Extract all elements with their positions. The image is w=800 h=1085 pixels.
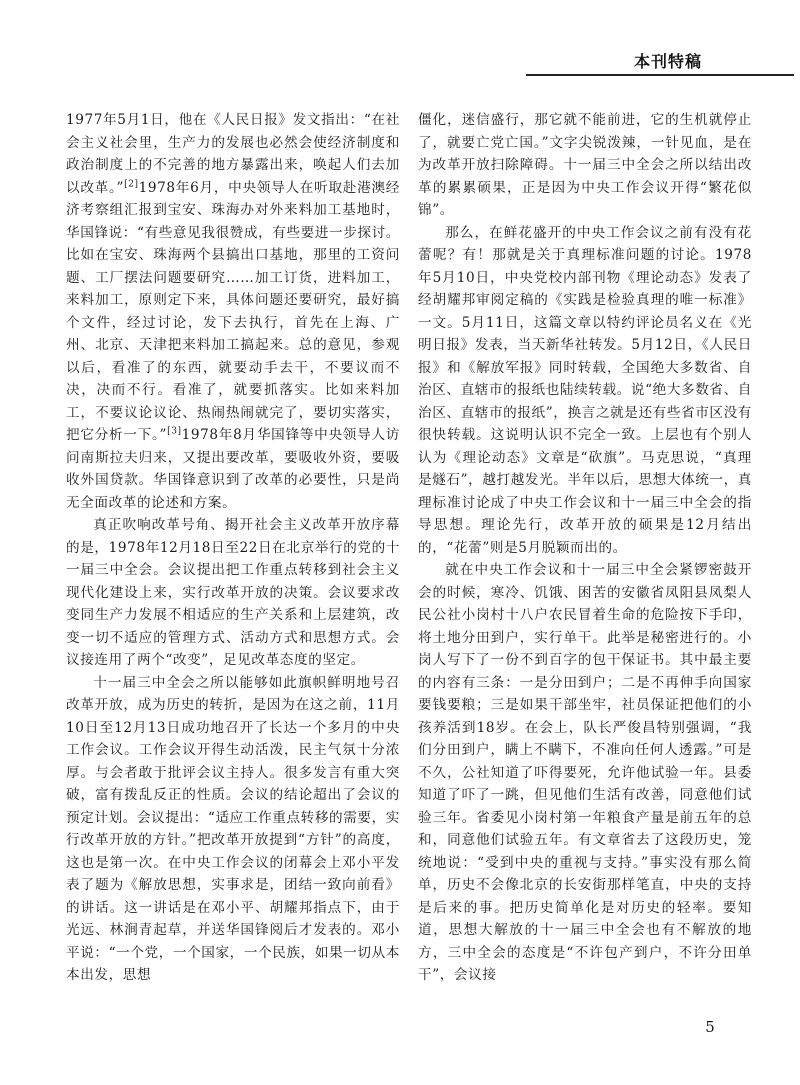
paragraph-1-text-b: 1978年6月，中央领导人在听取赴港澳经济考察组汇报到宝安、珠海办对外来料加工基地时，华国锋说：“有些意见我很赞成，有些要进一步探讨。比如在宝安、珠海两个县搞出口基地，那里的工资问题、工厂摆法问题要研究……加工订货，进料加工，来料加工，原则定下来，具体问题还要研究，最好搞个文件，经过讨论，发下去执行，首先在上海、广州、北京、天津把来料加工搞起来。总的意见，参观以后，看准了的东西，就要动手去干，不要议而不决，决而不行。看准了，就要抓落实。比如来料加工，不要议论议论、热闹热闹就完了，要切实落实，把它分析一下。”: [66, 179, 401, 443]
reference-3: [3]: [167, 426, 182, 437]
paragraph-5: 那么，在鲜花盛开的中央工作会议之前有没有花蕾呢？有！那就是关于真理标准问题的讨论。1978年5月10日，中央党校内部刊物《理论动态》发表了经胡耀邦审阅定稿的《实践是检验真理的唯一标准》一文。5月11日，这篇文章以特约评论员名义在《光明日报》发表，当天新华社转发。5月12日，《人民日报》和《解放军报》同时转载，全国绝大多数省、自治区、直辖市的报纸也陆续转载。说“绝大多数省、自治区、直辖市的报纸”，换言之就是还有些省市区没有很快转载。这说明认识不完全一致。上层也有个别人认为《理论动态》文章是“砍旗”。马克思说，“真理是燧石”，越打越发光。半年以后，思想大体统一，真理标准讨论成了中央工作会议和十一届三中全会的指导思想。理论先行，改革开放的硕果是12月结出的，“花蕾”则是5月脱颖而出的。: [418, 224, 753, 556]
header-rule: [526, 74, 794, 76]
paragraph-3: 十一届三中全会之所以能够如此旗帜鲜明地号召改革开放，成为历史的转折，是因为在这之前，11月10日至12月13日成功地召开了长达一个多月的中央工作会议。工作会议开得生动活泼，民主气氛十分浓厚。与会者敢于批评会议主持人。很多发言有重大突破，富有拨乱反正的性质。会议的结论超出了会议的预定计划。会议提出：“适应工作重点转移的需要，实行改革开放的方针。”把改革开放提到“方针”的高度，这也是第一次。在中央工作会议的闭幕会上邓小平发表了题为《解放思想，实事求是，团结一致向前看》的讲话。这一讲话是在邓小平、胡耀邦指点下，由于光远、林涧青起草，并送华国锋阅后才发表的。邓小平说：“一个党，一个国家，一个民族，如果一切从本本出发，思想: [66, 674, 401, 983]
paragraph-2: 真正吹响改革号角、揭开社会主义改革开放序幕的是，1978年12月18日至22日在北京举行的党的十一届三中全会。会议提出把工作重点转移到社会主义现代化建设上来，实行改革开放的决策。会议要求改变同生产力发展不相适应的生产关系和上层建筑，改变一切不适应的管理方式、活动方式和思想方式。会议接连用了两个“改变”，足见改革态度的坚定。: [66, 517, 400, 668]
paragraph-4: 僵化，迷信盛行，那它就不能前进，它的生机就停止了，就要亡党亡国。”文字尖锐泼辣，一针见血，是在为改革开放扫除障碍。十一届三中全会之所以结出改革的累累硕果，正是因为中央工作会议开得“繁花似锦”。: [418, 112, 752, 218]
paragraph-6: 就在中央工作会议和十一届三中全会紧锣密鼓开会的时候，寒冷、饥饿、困苦的安徽省凤阳县凤梨人民公社小岗村十八户农民冒着生命的危险按下手印，将土地分田到户，实行单干。此举是秘密进行的。小岗人写下了一份不到百字的包干保证书。其中最主要的内容有三条：一是分田到户；二是不再伸手向国家要钱要粮；三是如果干部坐牢，社员保证把他们的小孩养活到18岁。在会上，队长严俊昌特别强调，“我们分田到户，瞒上不瞒下，不准向任何人透露。”可是不久，公社知道了吓得要死，允许他试验一年。县委知道了吓了一跳，但见他们生活有改善，同意他们试验三年。省委见小岗村第一年粮食产量是前五年的总和，同意他们试验五年。有文章省去了这段历史，笼统地说：“受到中央的重视与支持。”事实没有那么简单，历史不会像北京的长安街那样笔直，中央的支持是后来的事。把历史简单化是对历史的轻率。要知道，思想大解放的十一届三中全会也有不解放的地方，三中全会的态度是“不许包产到户，不许分田单干”，会议接: [418, 562, 752, 983]
reference-2: [2]: [124, 178, 139, 189]
left-column: [66, 109, 400, 987]
section-label: 本刊特稿: [633, 52, 702, 71]
paragraph-1: [66, 109, 400, 514]
paragraph-1-text-c: 1978年8月华国锋等中央领导人访问南斯拉夫归来，又提出要改革，要吸收外资，要吸收外国贷款。华国锋意识到了改革的必要性，只是尚无全面改革的论述和方案。: [66, 427, 400, 511]
paragraph-1-text-a: 1977年5月1日，他在《人民日报》发文指出：“在社会主义社会里，生产力的发展也必然会使经济制度和政治制度上的不完善的地方暴露出来，唤起人们去加以改革。”: [66, 112, 400, 196]
page-number: 5: [705, 1018, 715, 1036]
right-column: [418, 109, 752, 987]
